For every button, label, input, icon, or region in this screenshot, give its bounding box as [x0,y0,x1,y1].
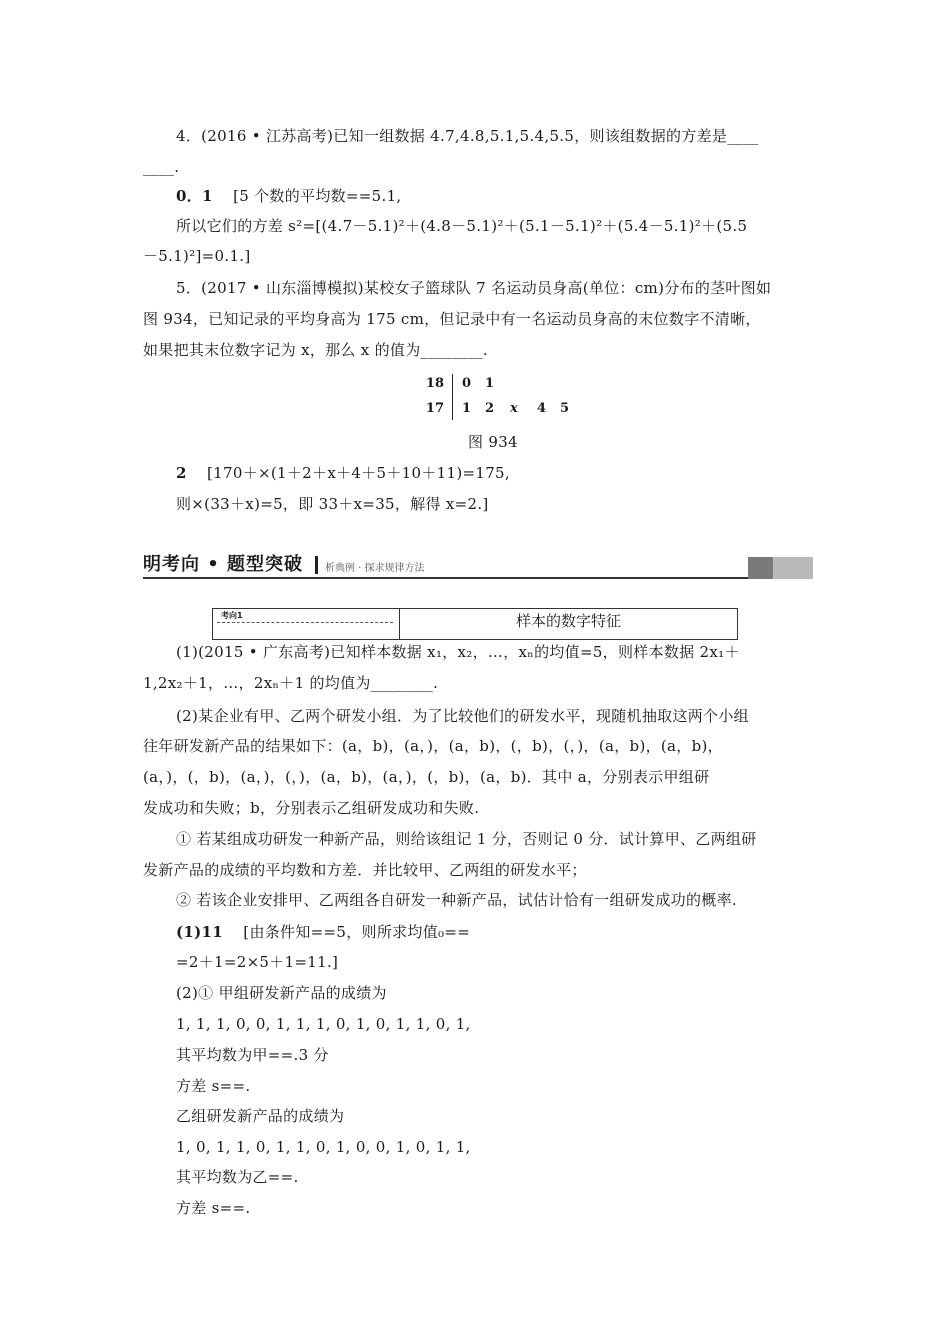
stem-divider [452,374,453,420]
q4-line1 [176,126,758,146]
banner-block-light [773,557,813,579]
section-subtitle: 析典例 · 探求规律方法 [325,563,425,574]
sol-var-b: 方差 s==. [176,1199,251,1217]
ex-p1-line1: (1)(2015 • 广东高考)已知样本数据 x₁，x₂，…，xₙ的均值=5，则样本数据 2x₁＋ [176,643,740,661]
tag-dashed-line [217,622,393,623]
a4-explain: [5 个数的平均数==5.1, [233,187,402,205]
leaf-value: 0 [462,376,472,391]
sol-var-a: 方差 s==. [176,1077,251,1095]
banner-rule [143,577,748,579]
a4-answer: 0．1 [176,187,213,205]
topic-tag: 考向1 [221,611,243,620]
q5-line3: 如果把其末位数字记为 x，那么 x 的值为________. [143,341,488,359]
title-divider [315,556,318,574]
a4-line3: －5.1)²]=0.1.] [143,247,251,265]
banner-block-dark [748,557,773,579]
stem-row-17 [410,399,580,419]
topic-tag-cell [213,609,400,639]
sol-s1-line2: =2＋1=2×5＋1=11.] [176,953,339,971]
section-banner [143,552,813,580]
ex-p2-line3: (a，)，(，b)，(a，)，(，)，(a，b)，(a，)，(，b)，(a，b)．其中 a，分别表示甲组研 [143,768,710,786]
q4-blank: ____ [727,127,759,145]
stem-value: 17 [425,401,444,416]
leaf-value: 1 [462,401,472,416]
ex-p2-line4: 发成功和失败；b，分别表示乙组研发成功和失败. [143,799,480,817]
q4-line2: ____. [143,158,180,176]
leaf-value: 1 [485,376,495,391]
sol-scores-a: 1, 1, 1, 0, 0, 1, 1, 1, 0, 1, 0, 1, 1, 0, 1, [176,1015,471,1033]
q5-line1: 5．(2017 • 山东淄博模拟)某校女子篮球队 7 名运动员身高(单位：cm)分布的茎叶图如 [176,279,772,297]
sol-head-b: 乙组研发新产品的成绩为 [176,1107,345,1125]
a5-line2: 则×(33＋x)=5，即 33＋x=35，解得 x=2.] [176,495,489,513]
sol-s1-line1 [176,922,470,942]
a4-line1 [176,186,402,206]
sol-s1-explain: [由条件知==5，则所求均值₀== [243,923,471,941]
a4-line2: 所以它们的方差 s²=[(4.7－5.1)²＋(4.8－5.1)²＋(5.1－5.1)²＋(5.4－5.1)²＋(5.5 [176,217,748,235]
ex-p3-line2: 发新产品的成绩的平均数和方差．并比较甲、乙两组的研发水平； [143,861,587,879]
ex-p2-line1: (2)某企业有甲、乙两个研发小组．为了比较他们的研发水平，现随机抽取这两个小组 [176,707,749,725]
sol-s1-answer: (1)11 [176,923,224,941]
sol-scores-b: 1, 0, 1, 1, 0, 1, 1, 0, 1, 0, 0, 1, 0, 1, 1, [176,1138,471,1156]
ex-p3-line1: ① 若某组成功研发一种新产品，则给该组记 1 分，否则记 0 分．试计算甲、乙两组研 [176,830,757,848]
leaf-value: 5 [560,401,570,416]
stem-row-18 [410,374,580,394]
sol-s2-head: (2)① 甲组研发新产品的成绩为 [176,984,387,1002]
section-title: 明考向 • 题型突破 [143,554,304,575]
q5-line2: 图 934，已知记录的平均身高为 175 cm，但记录中有一名运动员身高的末位数字不清晰， [143,310,761,328]
stem-leaf-plot [410,372,580,422]
a5-explain: [170＋×(1＋2＋x＋4＋5＋10＋11)=175, [207,464,510,482]
ex-p4-line1: ② 若该企业安排甲、乙两组各自研发一种新产品，试估计恰有一组研发成功的概率. [176,891,737,909]
sol-mean-b: 其平均数为乙==. [176,1168,299,1186]
topic-box [212,608,738,640]
sol-mean-a: 其平均数为甲==.3 分 [176,1046,329,1064]
a5-line1 [176,463,510,483]
ex-p1-line2: 1,2x₂＋1，…，2xₙ＋1 的均值为________. [143,674,439,692]
figure-caption: 图 934 [468,433,518,451]
ex-p2-line2: 往年研发新产品的结果如下：(a，b)，(a，)，(a，b)，(，b)，(，)，(a，b)，(a，b)， [143,737,723,755]
stem-value: 18 [425,376,444,391]
a5-answer: 2 [176,464,187,482]
leaf-value: 4 [537,401,547,416]
leaf-value: 2 [485,401,495,416]
q4-text: 4．(2016 • 江苏高考)已知一组数据 4.7,4.8,5.1,5.4,5.5，则该组数据的方差是 [176,127,728,145]
topic-name: 样本的数字特征 [515,612,621,630]
leaf-value: x [510,401,518,416]
